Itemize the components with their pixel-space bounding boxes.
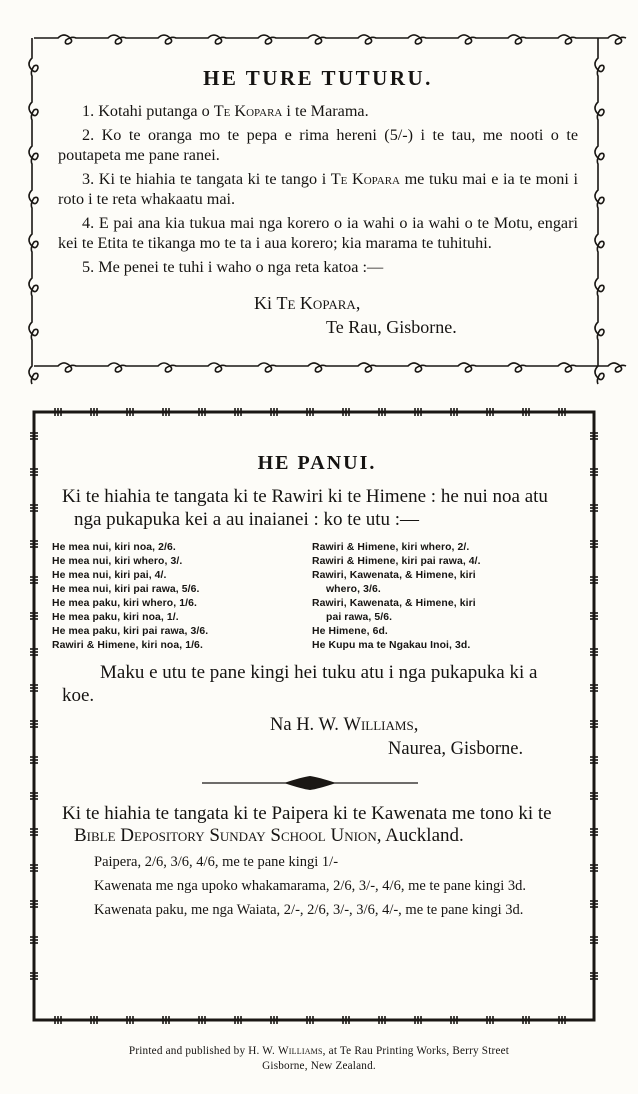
bead-mark [590,942,598,944]
bead-mark [590,540,598,542]
bead-mark [30,720,38,722]
bead-mark [162,408,164,416]
bead-mark [30,615,38,617]
bead-mark [132,1016,134,1024]
bible-order-note: Ki te hiahia te tangata ki te Paipera ki te Kawenata me tono ki te Bible Depository Sunday School Union, Auckland. [62,803,552,846]
bead-mark [90,408,92,416]
signature-line-2: Naurea, Gisborne. [388,739,524,759]
bead-mark [129,1016,131,1024]
bead-mark [204,408,206,416]
bead-mark [30,792,38,794]
bead-mark [30,471,38,473]
price-kawenata-paku: Kawenata paku, me nga Waiata, 2/-, 2/6, 3/-, 3/6, 4/-, me te pane kingi 3d. [94,902,524,918]
bead-mark [30,648,38,650]
bead-mark [525,1016,527,1024]
bead-mark [384,1016,386,1024]
bead-mark [590,435,598,437]
bead-mark [309,408,311,416]
bead-mark [590,975,598,977]
bead-mark [590,906,598,908]
bead-mark [30,504,38,506]
price-item: He mea nui, kiri pai, 4/. [52,570,167,581]
bead-mark [30,438,38,440]
bead-mark [30,759,38,761]
bead-mark [201,1016,203,1024]
bead-mark [590,795,598,797]
bead-mark [590,468,598,470]
bead-mark [590,648,598,650]
price-item: He Himene, 6d. [312,626,388,637]
bead-mark [489,1016,491,1024]
price-kawenata: Kawenata me nga upoko whakamarama, 2/6, 3/-, 4/6, me te pane kingi 3d. [94,878,527,894]
bead-mark [204,1016,206,1024]
bead-mark [590,612,598,614]
bead-mark [590,438,598,440]
bead-mark [590,726,598,728]
bead-mark [522,408,524,416]
bead-mark [345,408,347,416]
bead-mark [30,972,38,974]
bead-mark [342,1016,344,1024]
bead-mark [590,828,598,830]
ornamental-divider [62,775,572,791]
bead-mark [54,408,56,416]
bead-mark [30,468,38,470]
price-item: pai rawa, 5/6. [326,612,393,623]
bead-mark [486,408,488,416]
bead-mark [525,408,527,416]
bead-mark [378,408,380,416]
bead-mark [30,507,38,509]
price-item: Rawiri, Kawenata, & Himene, kiri [312,598,476,609]
bead-mark [590,618,598,620]
bead-mark [590,504,598,506]
bead-mark [590,651,598,653]
bead-mark [312,408,314,416]
bead-mark [486,1016,488,1024]
rules-notice-box [28,30,602,374]
bead-mark [590,690,598,692]
bead-mark [273,1016,275,1024]
price-item: whero, 3/6. [326,584,381,595]
bead-mark [590,720,598,722]
bead-mark [590,576,598,578]
bead-mark [489,408,491,416]
bead-mark [30,828,38,830]
bead-mark [590,654,598,656]
bead-mark [590,864,598,866]
bead-mark [234,1016,236,1024]
price-item: Rawiri & Himene, kiri pai rawa, 4/. [312,556,481,567]
price-item: He mea paku, kiri whero, 1/6. [52,598,197,609]
bead-mark [198,1016,200,1024]
bead-mark [381,1016,383,1024]
bead-mark [564,1016,566,1024]
bead-mark [312,1016,314,1024]
bead-mark [590,684,598,686]
bead-mark [30,579,38,581]
imprint-line-1: Printed and published by H. W. Williams, at Te Rau Printing Works, Berry Street [128,1045,510,1057]
postage-note: Maku e utu te pane kingi hei tuku atu i nga pukapuka ki a koe. [62,662,538,706]
bead-mark [30,546,38,548]
rule-item-2: 2. Ko te oranga mo te pepa e rima hereni (5/-) i te tau, me nooti o te poutapeta me pane ranei. [58,126,579,164]
bead-mark [590,471,598,473]
bead-mark [453,1016,455,1024]
imprint-footer [0,1044,638,1074]
bead-mark [126,1016,128,1024]
bead-mark [30,612,38,614]
price-item: Rawiri, Kawenata, & Himene, kiri [312,570,476,581]
price-item: He mea nui, kiri whero, 3/. [52,556,183,567]
bead-mark [30,936,38,938]
bead-mark [590,978,598,980]
bead-mark [453,408,455,416]
bead-mark [276,1016,278,1024]
bead-mark [30,543,38,545]
bead-mark [345,1016,347,1024]
bead-mark [590,687,598,689]
bead-mark [590,939,598,941]
bead-mark [590,507,598,509]
bead-mark [168,408,170,416]
bead-mark [93,1016,95,1024]
bead-mark [384,408,386,416]
bead-mark [30,684,38,686]
bead-mark [590,936,598,938]
bead-mark [168,1016,170,1024]
bead-mark [492,408,494,416]
bead-mark [528,1016,530,1024]
bead-mark [590,831,598,833]
price-item: Rawiri & Himene, kiri noa, 1/6. [52,640,203,651]
signature-line-1: Na H. W. Williams, [270,715,419,735]
bead-mark [30,978,38,980]
bead-mark [129,408,131,416]
bead-mark [417,408,419,416]
bead-mark [30,651,38,653]
bead-mark [348,1016,350,1024]
bead-mark [30,723,38,725]
panui-notice-box [28,406,600,1026]
bead-mark [414,408,416,416]
price-item: He mea paku, kiri pai rawa, 3/6. [52,626,209,637]
bead-mark [456,408,458,416]
bead-mark [420,1016,422,1024]
bead-mark [30,687,38,689]
bead-mark [30,474,38,476]
bead-mark [561,1016,563,1024]
bead-mark [590,792,598,794]
bead-mark [30,435,38,437]
bead-mark [30,939,38,941]
price-item: He mea nui, kiri noa, 2/6. [52,542,176,553]
bead-mark [558,408,560,416]
bead-mark [30,762,38,764]
bead-mark [306,1016,308,1024]
bead-mark [30,540,38,542]
bead-mark [590,543,598,545]
bead-mark [590,510,598,512]
price-item: He mea paku, kiri noa, 1/. [52,612,179,623]
bead-mark [201,408,203,416]
bead-mark [30,942,38,944]
bead-mark [57,408,59,416]
address-line-1: Ki Te Kopara, [254,293,361,313]
bead-mark [198,408,200,416]
bead-mark [590,756,598,758]
bead-mark [90,1016,92,1024]
bead-mark [60,408,62,416]
bead-mark [57,1016,59,1024]
bead-mark [590,615,598,617]
rule-item-5: 5. Me penei te tuhi i waho o nga reta katoa :— [82,258,384,276]
bead-mark [273,408,275,416]
bead-mark [237,408,239,416]
bead-mark [590,900,598,902]
bead-mark [590,903,598,905]
bead-mark [165,408,167,416]
bead-mark [30,654,38,656]
bead-mark [30,582,38,584]
rule-item-1: 1. Kotahi putanga o Te Kopara i te Marama. [82,102,369,120]
bead-mark [528,408,530,416]
bead-mark [590,759,598,761]
bead-mark [270,1016,272,1024]
bead-mark [234,408,236,416]
price-item: He Kupu ma te Ngakau Inoi, 3d. [312,640,471,651]
bead-mark [30,756,38,758]
rule-item-3: 3. Ki te hiahia te tangata ki te tango i Te Kopara me tuku mai e ia te moni i roto i te reta whakaatu mai. [58,170,578,208]
price-column-left [52,541,304,653]
bead-mark [450,408,452,416]
rule-item-4: 4. E pai ana kia tukua mai nga korero o ia wahi o ia wahi o te Motu, engari kei te Etita te tikanga mo te ta i aua korero; kia marama te tuhituhi. [58,214,579,252]
bead-mark [590,579,598,581]
bead-mark [590,867,598,869]
bead-mark [590,870,598,872]
bead-mark [237,1016,239,1024]
bead-mark [590,762,598,764]
bead-mark [522,1016,524,1024]
bead-mark [564,408,566,416]
bead-mark [590,582,598,584]
bead-mark [342,408,344,416]
bead-mark [126,408,128,416]
bead-mark [30,870,38,872]
bead-mark [162,1016,164,1024]
bead-mark [590,723,598,725]
imprint-line-2: Gisborne, New Zealand. [262,1060,376,1072]
bead-mark [30,618,38,620]
bead-mark [93,408,95,416]
bead-mark [30,906,38,908]
bead-mark [30,510,38,512]
bead-mark [414,1016,416,1024]
bead-mark [30,831,38,833]
bead-mark [30,867,38,869]
bead-mark [590,432,598,434]
price-item: He mea nui, kiri pai rawa, 5/6. [52,584,200,595]
bead-mark [276,408,278,416]
rules-title: HE TURE TUTURU. [203,66,433,90]
bead-mark [561,408,563,416]
bead-mark [558,1016,560,1024]
bead-mark [96,1016,98,1024]
bead-mark [590,546,598,548]
bead-mark [381,408,383,416]
bead-mark [30,864,38,866]
price-item: Rawiri & Himene, kiri whero, 2/. [312,542,470,553]
bead-mark [30,795,38,797]
bead-mark [348,408,350,416]
bead-mark [420,408,422,416]
price-list [52,541,572,653]
bead-mark [417,1016,419,1024]
bead-mark [60,1016,62,1024]
bead-mark [30,834,38,836]
bead-mark [54,1016,56,1024]
bead-mark [30,576,38,578]
bead-mark [309,1016,311,1024]
panui-title: HE PANUI. [257,452,377,474]
bead-mark [450,1016,452,1024]
bead-mark [590,798,598,800]
bead-mark [492,1016,494,1024]
bead-mark [30,975,38,977]
bead-mark [30,432,38,434]
bead-mark [30,726,38,728]
bead-mark [306,408,308,416]
bead-mark [165,1016,167,1024]
bead-mark [590,834,598,836]
bead-mark [240,408,242,416]
bead-mark [378,1016,380,1024]
bead-mark [30,798,38,800]
bead-mark [96,408,98,416]
bead-mark [456,1016,458,1024]
bead-mark [270,408,272,416]
address-line-2: Te Rau, Gisborne. [326,317,457,337]
bead-mark [132,408,134,416]
bead-mark [590,474,598,476]
price-paipera: Paipera, 2/6, 3/6, 4/6, me te pane kingi 1/- [94,854,339,870]
bead-mark [30,903,38,905]
panui-intro: Ki te hiahia te tangata ki te Rawiri ki te Himene : he nui noa atu nga pukapuka kei a au inaianei : ko te utu :— [62,486,548,530]
bead-mark [30,690,38,692]
price-column-right [312,541,564,653]
bead-mark [590,972,598,974]
bead-mark [240,1016,242,1024]
bead-mark [30,900,38,902]
